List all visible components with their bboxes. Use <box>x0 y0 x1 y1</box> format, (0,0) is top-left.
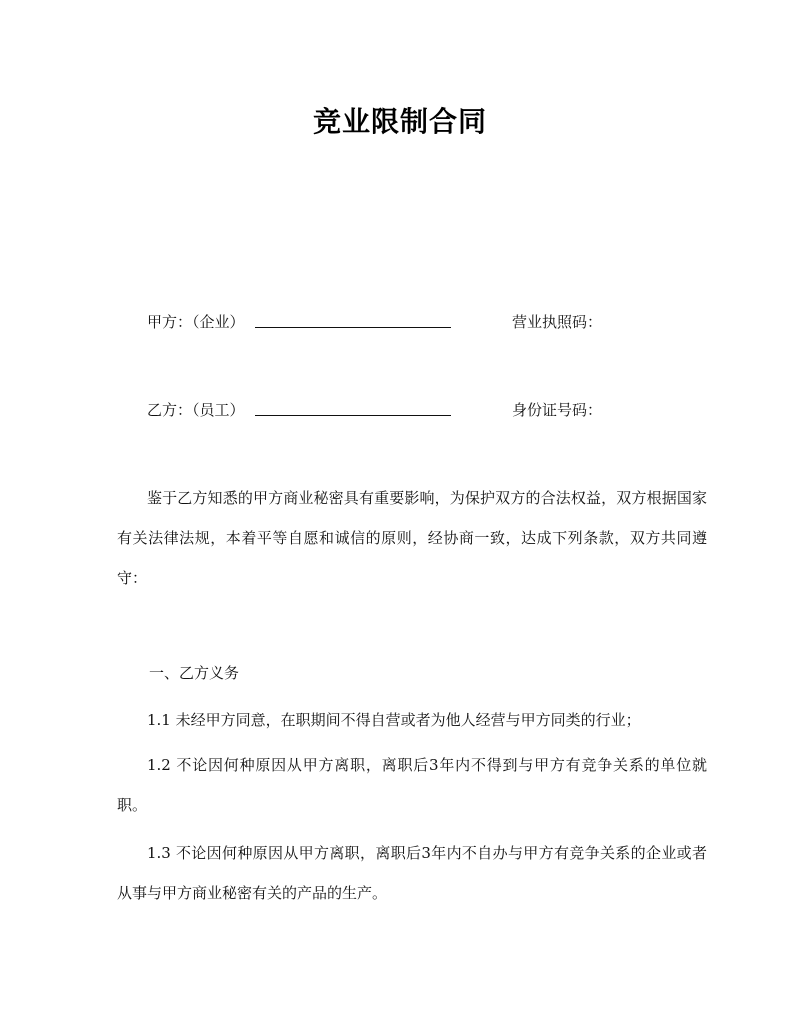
party-b-label: 乙方：（员工） <box>147 401 245 419</box>
party-a-name-blank <box>255 327 451 328</box>
party-a-license-label: 营业执照码： <box>512 313 603 331</box>
party-b-row <box>147 397 707 423</box>
clause-1-3: 1.3 不论因何种原因从甲方离职，离职后3年内不自办与甲方有竞争关系的企业或者从事与甲方商业秘密有关的产品的生产。 <box>117 844 707 902</box>
party-a-row <box>147 309 707 335</box>
party-b-name-blank <box>255 415 451 416</box>
clause-1-2: 1.2 不论因何种原因从甲方离职，离职后3年内不得到与甲方有竞争关系的单位就职。 <box>117 756 707 814</box>
party-b-id-label: 身份证号码： <box>512 401 603 419</box>
party-a-label: 甲方：（企业） <box>147 313 245 331</box>
preamble-paragraph: 鉴于乙方知悉的甲方商业秘密具有重要影响，为保护双方的合法权益，双方根据国家有关法律法规，本着平等自愿和诚信的原则，经协商一致，达成下列条款，双方共同遵守： <box>117 489 707 587</box>
document-title: 竞业限制合同 <box>312 105 487 138</box>
clause-1-1: 1.1 未经甲方同意，在职期间不得自营或者为他人经营与甲方同类的行业； <box>147 711 641 729</box>
section-heading: 一、乙方义务 <box>149 664 240 682</box>
